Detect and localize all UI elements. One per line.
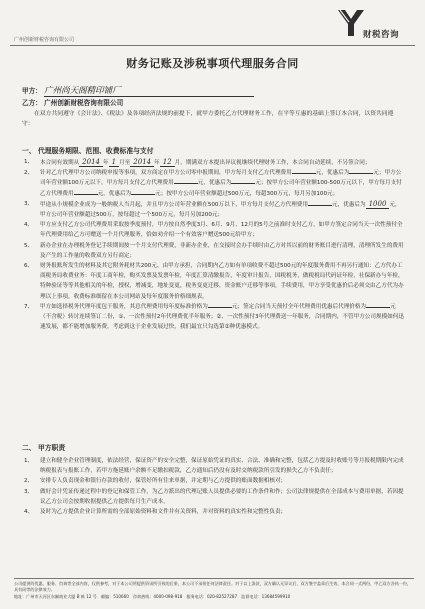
contract-title: 财务记账及涉税事项代理服务合同: [126, 57, 299, 70]
clause-number: 1、: [24, 458, 34, 464]
blank-field: [74, 194, 98, 195]
party-a-line: [22, 84, 254, 97]
clause-text: 年: [103, 160, 109, 166]
clause-item: [22, 261, 406, 302]
clause-text: 元（不含税）转讨连续签订二份，①、一次性预付2年代理费优半年服务；②、一次性预付3年代理费送一年服务，合同期内，不管甲方公司规模如何迅速发展，都不能增加服务费，考虑到这于企业发展过快，我们最宜只勾选第②种优惠模式。: [40, 303, 404, 331]
clause-text: 安排专人负责现金和银行存款的收付，保管好所有往来单据，并定期与乙方提供的账面数据相核对；: [40, 478, 287, 485]
clause-item: [22, 302, 406, 333]
section-1-heading: 一、 代理服务期限、范围、收费标准与支付: [22, 147, 154, 155]
clause-text: 新办企业在办理税务登记手续期间按一个月支付代理费，非新办企业，在交接时会办手续时由乙方对其以前的财务账目进行清理，清理所发生的费用及产生的工作量的收费双方另行商定；: [40, 242, 404, 259]
clause-text: 及时为乙方提供企业计算所需的全部原始资料和文件并有关资料，并对资料的真实性和完整性负责；: [40, 509, 287, 516]
section-2-heading: 二、 甲方职责: [22, 444, 66, 452]
clause-text: 元，甲方公司年营业额超过500万，按每超过一个500万元，每月另加200元；: [40, 201, 401, 219]
clause-text: 建立和健全企业管理制度，依法经营，保证资产的安全完整，保证原始凭证的真实、合法、准确和完整，包括乙方提及时收账号等月报税期限内完成纳税报表与报账工作，若甲方拖延账户余额不足缴扣税款，乙方通知后仍没有及时交纳税款所引发的损失乙方不负责任；: [40, 458, 404, 475]
footer-note: 公司提供的优惠、服务、咨询等全部内容，仅供参考，对于本公司所提供资讯所引致的后果，本公司不承担任何法律责任。对于以上条款，双方确认无异议后，双方签字盖章后生效，本合同一式两份，甲乙双方各执一份，具有同等的法律效力。: [14, 581, 412, 592]
blank-field: [208, 307, 232, 308]
section-2-items: [22, 456, 406, 517]
intro-paragraph: 在双方共同遵守《会计法》、《税法》及各项经济法规的前提下，就甲方委托乙方代理财务工作，在平等互惠的基础上签订本合同，以资共同遵守：: [22, 111, 394, 127]
clause-number: 3、: [24, 200, 34, 207]
clause-text: 月，期满双方本提出异议视继续代理财务工作，本合同自动延续，不另签合同；: [174, 160, 371, 166]
clause-number: 7、: [24, 303, 34, 310]
clause-text: 元，优惠后为: [97, 190, 132, 197]
logo-text: 财税咨询: [363, 30, 400, 40]
blank-field: [174, 183, 198, 184]
clause-text: 本合同有效期从: [40, 160, 80, 166]
section-1-items: [22, 157, 406, 332]
clause-number: 1、: [24, 159, 34, 165]
clause-number: 2、: [24, 170, 34, 177]
clause-item: [22, 157, 406, 168]
clause-text: 做好会计凭证传递过程中的登记和保管工作，为乙方派出的代理记账人员提供必要的工作条件和作；公司法律规提供在全部成本与费用单据，若因提议乙方公司会按期收据提供乙方提供每月生产成本，: [40, 488, 404, 505]
party-a-label: 甲方：: [22, 87, 42, 95]
clause-text: 针对乙方代理甲方公司纳税申报等事项，双方商定在甲方公司零申报期间，甲方每月支付乙方代理费用: [40, 170, 292, 177]
clause-item: [22, 456, 406, 476]
clause-text: 元；按甲方公司年营业额100-500万元以下，甲方每月支付乙方代理费用: [40, 180, 402, 197]
clause-number: 6、: [24, 263, 34, 270]
clause-text: 财务报账所发生的材料及其它附务耗材共200元，由甲方承担，合同期内乙方如有单项收费不超过500元的年度服务费用不再另行通知：乙方代办工商税务局收费业务：年度工商年检，购买发票及发票年检，年度汇算清缴报告，年度审计报告，国税税务，做税税局代码证年检，社保新办与年检，特种验证等等其他相关的年检，授权，增减变，地址变更，税务变更迁移，资金账户迁移等事项，手续费用，甲方享受优惠价后必须交由乙方代为办理以上事项，收费标准细留在本公司网站及每年度服务价格细规表。: [40, 263, 404, 300]
clause-number: 4、: [24, 222, 34, 229]
party-a-value: 广州尚天阁精印铺厂: [44, 86, 121, 96]
company-logo: [336, 8, 416, 44]
blank-field: [308, 205, 332, 206]
clause-number: 5、: [24, 242, 34, 249]
clause-text: 元，优惠后为: [197, 180, 232, 187]
party-b-label: 乙方：: [22, 99, 42, 107]
blank-field: [349, 173, 373, 174]
clause-number: 4、: [24, 509, 34, 516]
clause-text: 元；甲方公司年营业额100万元以下，甲方每月支付乙方代理费用: [40, 170, 402, 187]
clause-text: 甲方如选择税务代理年度包干服务，其总代理费用每年度标准价格为: [40, 303, 208, 310]
handwritten-value: 1: [109, 158, 119, 167]
clause-number: 3、: [24, 488, 34, 495]
blank-field: [231, 183, 255, 184]
handwritten-value: 12: [160, 158, 175, 167]
clause-text: 年: [154, 160, 160, 166]
clause-text: 元；按甲方公司年营业额超过500万元，每超300万元，每月另加100元；: [155, 190, 339, 197]
clause-text: 元，优惠后为: [332, 201, 366, 208]
header-company-name: 广州创新财税咨询有限公司: [14, 37, 75, 43]
header-divider: [10, 45, 415, 46]
clause-item: [22, 241, 406, 261]
handwritten-value: 2014: [130, 158, 154, 167]
clause-item: [22, 476, 406, 486]
logo-y-mark-icon: [336, 8, 366, 38]
clause-text: 甲途从小规模企业成为一般纳税人当月起，并且甲方公司年营业额在500万以下，甲方每月支付乙方代理费用: [40, 201, 308, 208]
handwritten-value: 1000: [366, 200, 390, 209]
party-b-line: [22, 97, 123, 107]
blank-field: [366, 307, 390, 308]
clause-text: 甲方应支付乙方公司代理费用采取按季度预付，甲方按自然季度3月、6月、9月、12月的5号之前准时支付乙方，如甲方签定合同当天一次性预付全年代理费用给乙方可赠送一个月代理服务，恰如劝介绍一个有效客户赠送500元给甲方；: [40, 222, 403, 239]
blank-field: [292, 173, 316, 174]
handwritten-value: 2014: [79, 158, 103, 167]
clause-text: 元；签定合同当天预付全年代理费用优惠后代理价格为: [231, 303, 367, 310]
page-header: [0, 0, 425, 52]
clause-text: 元，优惠后为: [315, 170, 350, 177]
footer-contact-info: 地址：广州市天河区东圃商业大厦 B 栋 12 号 邮编：510660 咨询热线：4000-098-918 服务电话：020-82527287 监督电话：13684599910: [14, 594, 291, 599]
clause-item: [22, 507, 406, 517]
blank-field: [131, 194, 155, 195]
clause-item: [22, 487, 406, 507]
party-b-value: 广州创新财税咨询有限公司: [44, 99, 124, 107]
clause-item: [22, 168, 406, 199]
clause-text: 月至: [119, 160, 131, 166]
clause-item: [22, 220, 406, 240]
page-footer: [14, 578, 414, 600]
clause-number: 2、: [24, 478, 34, 485]
clause-item: [22, 199, 406, 220]
